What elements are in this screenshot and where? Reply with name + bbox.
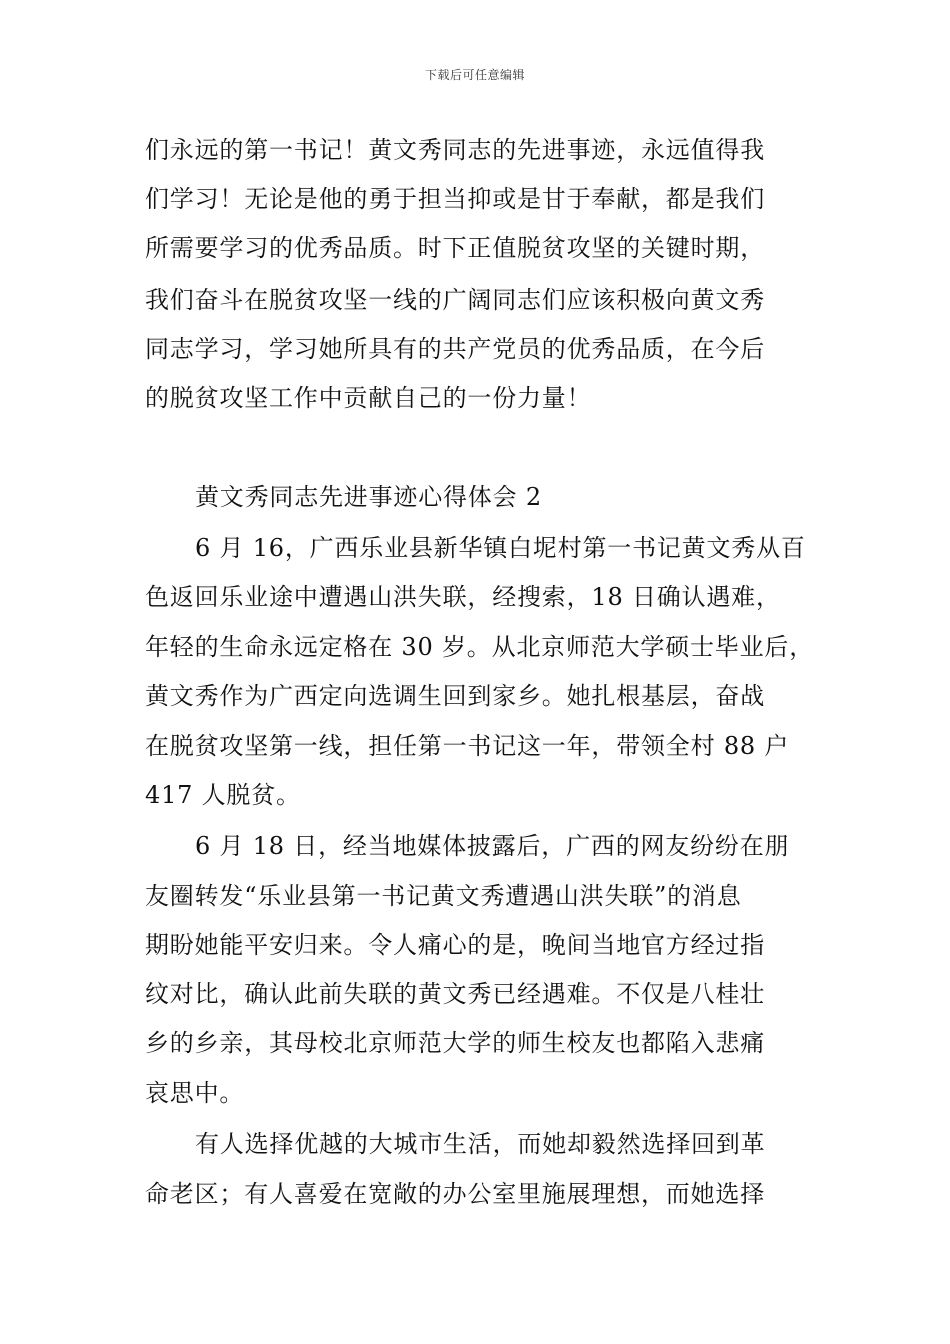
page-header: 下载后可任意编辑 <box>424 68 525 82</box>
text-line: 同志学习，学习她所具有的共产党员的优秀品质，在今后 <box>145 335 765 363</box>
text-line: 在脱贫攻坚第一线，担任第一书记这一年，带领全村 88 户 <box>145 732 790 760</box>
text-line: 6 月 18 日，经当地媒体披露后，广西的网友纷纷在朋 <box>195 832 790 860</box>
text-line: 的脱贫攻坚工作中贡献自己的一份力量！ <box>145 384 592 412</box>
text-line: 色返回乐业途中遭遇山洪失联，经搜索，18 日确认遇难， <box>145 583 781 611</box>
text-line: 友圈转发“乐业县第一书记黄文秀遭遇山洪失联”的消息 <box>145 882 742 910</box>
text-line: 们永远的第一书记！黄文秀同志的先进事迹，永远值得我 <box>145 136 765 164</box>
text-line: 417 人脱贫。 <box>145 781 301 809</box>
text-line: 黄文秀作为广西定向选调生回到家乡。她扎根基层，奋战 <box>145 682 765 710</box>
text-line: 哀思中。 <box>145 1079 245 1107</box>
text-line: 年轻的生命永远定格在 30 岁。从北京师范大学硕士毕业后， <box>145 633 814 661</box>
text-line: 们学习！无论是他的勇于担当抑或是甘于奉献，都是我们 <box>145 185 765 213</box>
text-line: 期盼她能平安归来。令人痛心的是，晚间当地官方经过指 <box>145 931 765 959</box>
text-line: 有人选择优越的大城市生活，而她却毅然选择回到革 <box>195 1130 766 1158</box>
section-title: 黄文秀同志先进事迹心得体会 2 <box>195 483 542 511</box>
text-line: 乡的乡亲，其母校北京师范大学的师生校友也都陷入悲痛 <box>145 1029 765 1057</box>
text-line: 我们奋斗在脱贫攻坚一线的广阔同志们应该积极向黄文秀 <box>145 286 765 314</box>
text-line: 纹对比，确认此前失联的黄文秀已经遇难。不仅是八桂壮 <box>145 980 765 1008</box>
text-line: 命老区；有人喜爱在宽敞的办公室里施展理想，而她选择 <box>145 1180 765 1208</box>
text-line: 6 月 16，广西乐业县新华镇白坭村第一书记黄文秀从百 <box>195 534 806 562</box>
text-line: 所需要学习的优秀品质。时下正值脱贫攻坚的关键时期， <box>145 234 765 262</box>
